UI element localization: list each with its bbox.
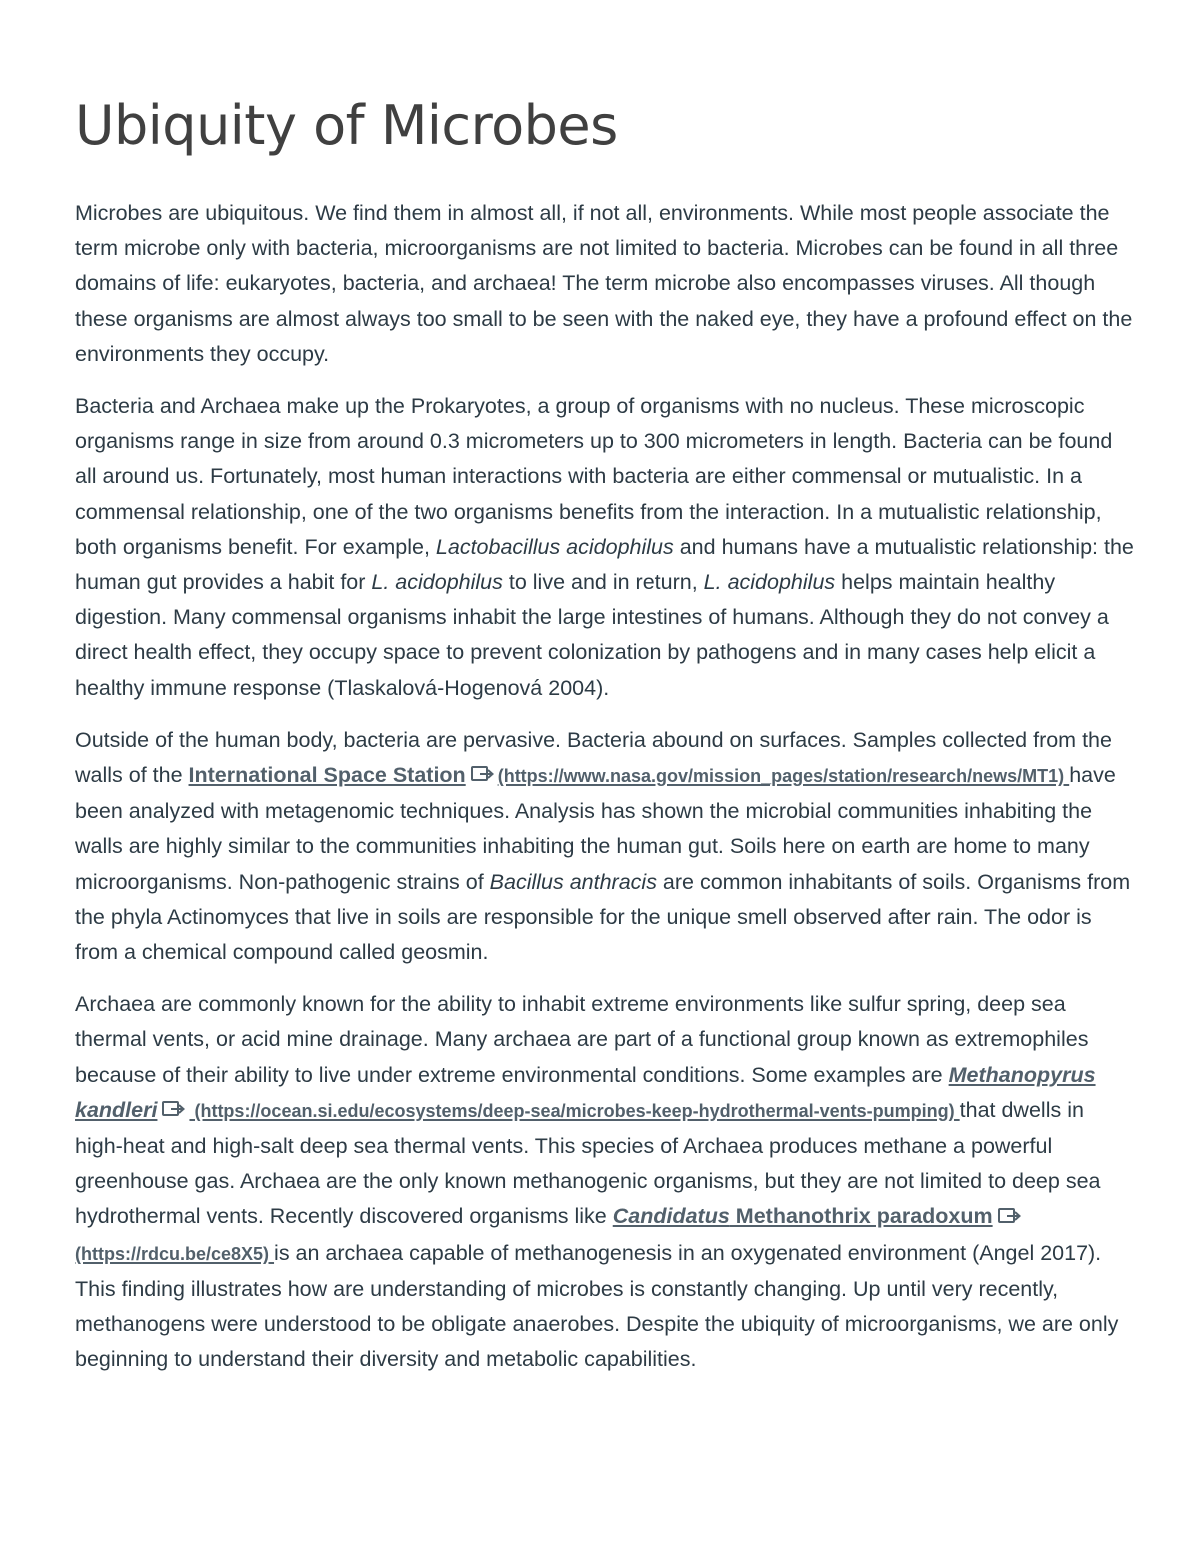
external-link-icon [161,1099,187,1119]
text: Outside of the human body, bacteria are pervasive. Bacteria abound on surfaces. Samples collected from the walls of the [75,727,1112,788]
page-title: Ubiquity of Microbes [75,94,618,157]
link-text: International Space Station [188,763,466,788]
paragraph-prokaryotes [75,389,1135,706]
text: helps maintain healthy digestion. Many commensal organisms inhabit the large intestines of humans. Although they do not convey a direct health effect, they occupy space to prevent colonization by pathogens and in many cases help elicit a healthy immune response (Tlaskalová-Hogenová 2004). [75,570,1109,700]
paragraph-bacteria-environment [75,723,1135,970]
link-text: Methanothrix paradoxum [729,1204,993,1229]
text: Archaea are commonly known for the ability to inhabit extreme environments like sulfur spring, deep sea thermal vents, or acid mine drainage. Many archaea are part of a functional group known as extremophiles because of their ability to live under extreme environmental conditions. Some examples are [75,992,1089,1087]
text: that dwells in high-heat and high-salt deep sea thermal vents. This species of Archaea produces methane a powerful greenhouse gas. Archaea are the only known methanogenic organisms, but they are not limited to deep sea hydrothermal vents. Recently discovered organisms like [75,1097,1101,1229]
paragraph-archaea [75,987,1135,1377]
text: are common inhabitants of soils. Organisms from the phyla Actinomyces that live in soils are responsible for the unique smell observed after rain. The odor is from a chemical compound called geosmin. [75,869,1131,965]
species-name: Bacillus anthracis [489,869,657,894]
link-text-italic: Candidatus [612,1204,730,1229]
iss-link[interactable] [189,763,1070,787]
species-name: L. acidophilus [703,570,836,595]
external-link-icon [997,1206,1023,1226]
paragraph-intro: Microbes are ubiquitous. We find them in almost all, if not all, environments. While most people associate the term microbe only with bacteria, microorganisms are not limited to bacteria. Microbes can be found in all three domains of life: eukaryotes, bacteria, and archaea! The term microbe also encompasses viruses. All though these organisms are almost always too small to be seen with the naked eye, they have a profound effect on the environments they occupy. [75,201,1133,366]
text: is an archaea capable of methanogenesis in an oxygenated environment (Angel 2017). This finding illustrates how are understanding of microbes is constantly changing. Up until very recently, methanogens were understood to be obligate anaerobes. Despite the ubiquity of microorganisms, we are only beginning to understand their diversity and metabolic capabilities. [75,1240,1119,1372]
link-url: (https://rdcu.be/ce8X5) [75,1243,275,1264]
text: and humans have a mutualistic relationship: the human gut provides a habit for [75,534,1134,595]
document-page [75,82,1135,1395]
link-text: Methanopyrus kandleri [75,1062,1096,1122]
species-name: Lactobacillus acidophilus [435,534,674,559]
species-name: L. acidophilus [371,570,503,595]
text: have been analyzed with metagenomic techniques. Analysis has shown the microbial communities inhabiting the walls are highly similar to the communities inhabiting the human gut. Soils here on earth are home to many microorganisms. Non-pathogenic strains of [75,763,1116,894]
text: to live and in return, [502,570,704,595]
link-url: (https://www.nasa.gov/mission_pages/station/research/news/MT1) [497,766,1070,787]
link-url: (https://ocean.si.edu/ecosystems/deep-sea/microbes-keep-hydrothermal-vents-pumping) [189,1100,960,1121]
external-link-icon [470,764,496,784]
text: Bacteria and Archaea make up the Prokaryotes, a group of organisms with no nucleus. These microscopic organisms range in size from around 0.3 micrometers up to 300 micrometers in length. Bacteria can be found all around us. Fortunately, most human interactions with bacteria are either commensal or mutualistic. In a commensal relationship, one of the two organisms benefits from the interaction. In a mutualistic relationship, both organisms benefit. For example, [75,394,1113,559]
